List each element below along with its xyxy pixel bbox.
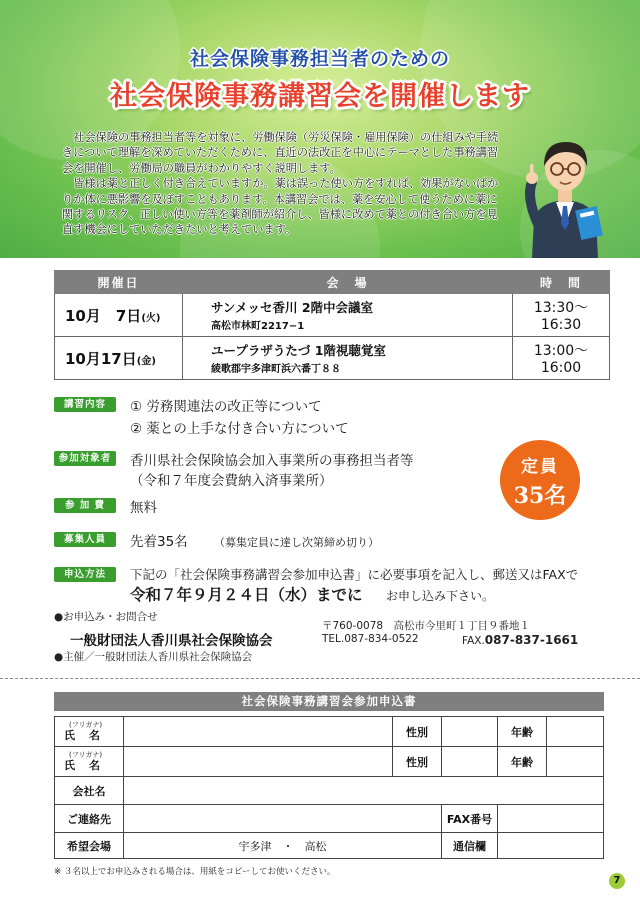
header-venue: 会 場	[183, 271, 513, 294]
age-field[interactable]	[547, 717, 604, 747]
phone-field[interactable]	[124, 805, 442, 833]
furigana-label: (フリガナ)	[69, 720, 103, 729]
event-subtitle: 社会保険事務担当者のための	[189, 48, 450, 70]
event-title: 社会保険事務講習会を開催します	[110, 81, 530, 112]
name-label	[55, 717, 124, 747]
apply-text: 下記の「社会保険事務講習会参加申込書」に必要事項を記入し、郵送又はFAXで	[130, 567, 579, 582]
company-field[interactable]	[124, 777, 604, 805]
target-text: 香川県社会保険協会加入事業所の事務担当者等	[130, 453, 414, 469]
name-label-text: 氏名	[64, 728, 114, 742]
form-title: 社会保険事務講習会参加申込書	[54, 692, 604, 711]
quota-text: 先着35名	[130, 534, 188, 550]
gender-field[interactable]	[442, 717, 498, 747]
contact-label: ●お申込み・お問合せ	[54, 611, 158, 623]
venue-name: サンメッセ香川 2階中会議室	[211, 300, 374, 315]
quota-badge: 募集人員	[54, 532, 116, 547]
weekday-text: (金)	[136, 355, 156, 367]
fax-label: FAX番号	[442, 805, 498, 833]
weekday-text: (火)	[141, 312, 161, 324]
name-label-text: 氏名	[64, 758, 114, 772]
date-text: 10月17日	[65, 349, 137, 368]
phone-number: TEL.087-834-0522	[322, 633, 419, 645]
schedule-table	[54, 270, 610, 380]
capacity-value: 35名	[513, 483, 567, 509]
schedule-header-row	[55, 271, 610, 294]
application-form	[54, 716, 604, 859]
form-row	[55, 833, 604, 859]
comm-field[interactable]	[498, 833, 604, 859]
content-item: ① 労務関連法の改正等について	[130, 399, 322, 415]
name-label	[55, 747, 124, 777]
gender-label: 性別	[393, 717, 442, 747]
organization-name: 一般財団法人香川県社会保険協会	[70, 633, 273, 649]
name-field[interactable]	[124, 747, 393, 777]
table-row	[55, 337, 610, 380]
intro-text	[62, 130, 504, 238]
content-item: ② 薬との上手な付き合い方について	[130, 421, 349, 437]
venue-choice-label: 希望会場	[55, 833, 124, 859]
page-number: 7	[609, 873, 625, 889]
form-row	[55, 717, 604, 747]
age-field[interactable]	[547, 747, 604, 777]
session-time: 13:30〜16:30	[513, 294, 610, 337]
session-time: 13:00〜16:00	[513, 337, 610, 380]
capacity-badge	[500, 440, 580, 520]
date-text: 10月 7日	[65, 306, 142, 325]
gender-field[interactable]	[442, 747, 498, 777]
form-row	[55, 747, 604, 777]
intro-paragraph: 社会保険の事務担当者等を対象に、労働保険（労災保険・雇用保険）の仕組みや手続きについて理解を深めていただくために、直近の法改正を中心にテーマとした事務講習会を開催し、労働局の職員がわかりやすく説明します。	[62, 131, 499, 175]
name-field[interactable]	[124, 717, 393, 747]
venue-name: ユープラザうたづ 1階視聴覚室	[211, 343, 386, 358]
venue-address: 高松市林町2217−1	[211, 321, 305, 332]
apply-badge: 申込方法	[54, 567, 116, 582]
form-row	[55, 805, 604, 833]
apply-deadline: 令和７年９月２４日（水）までに	[130, 586, 363, 604]
header-time: 時 間	[513, 271, 610, 294]
table-row	[55, 294, 610, 337]
session-date	[55, 337, 183, 380]
company-label: 会社名	[55, 777, 124, 805]
target-note: （令和７年度会費納入済事業所）	[130, 473, 333, 489]
comm-label: 通信欄	[442, 833, 498, 859]
apply-suffix: お申し込み下さい。	[386, 589, 495, 603]
cut-line	[0, 678, 640, 679]
presenter-illustration	[520, 128, 610, 258]
venue-address: 綾歌郡宇多津町浜六番丁８８	[211, 364, 341, 375]
session-venue	[183, 294, 513, 337]
form-footnote: ※ ３名以上でお申込みされる場合は、用紙をコピーしてお使いください。	[54, 867, 336, 877]
target-badge: 参加対象者	[54, 451, 116, 466]
fax-value: 087-837-1661	[484, 633, 579, 647]
fax-number	[462, 633, 578, 647]
intro-paragraph: 皆様は薬と正しく付き合えていますか。薬は誤った使い方をすれば、効果がないばかりか体に悪影響を及ぼすこともあります。本講習会では、薬を安心して使うために薬に関するリスク、正しい使い方等を薬剤師が紹介し、皆様に改めて薬との付き合い方を見直す機会にしていただきたいと考えています。	[62, 177, 499, 237]
age-label: 年齢	[498, 747, 547, 777]
fee-text: 無料	[130, 500, 157, 516]
content-badge: 講習内容	[54, 397, 116, 412]
fee-badge: 参 加 費	[54, 498, 116, 513]
fax-field[interactable]	[498, 805, 604, 833]
fax-prefix: FAX.	[462, 635, 485, 647]
gender-label: 性別	[393, 747, 442, 777]
form-row	[55, 777, 604, 805]
capacity-label: 定員	[521, 457, 559, 477]
phone-label: ご連絡先	[55, 805, 124, 833]
postal-address: 〒760-0078 高松市今里町１丁目９番地１	[322, 620, 531, 632]
age-label: 年齢	[498, 717, 547, 747]
furigana-label: (フリガナ)	[69, 750, 103, 759]
header-date: 開催日	[55, 271, 183, 294]
session-venue	[183, 337, 513, 380]
sponsor-text: ●主催／一般財団法人香川県社会保険協会	[54, 651, 253, 663]
session-date	[55, 294, 183, 337]
venue-choice-options[interactable]: 宇多津 ・ 高松	[124, 833, 442, 859]
quota-note: （募集定員に達し次第締め切り）	[214, 536, 379, 549]
header-banner	[0, 0, 640, 258]
